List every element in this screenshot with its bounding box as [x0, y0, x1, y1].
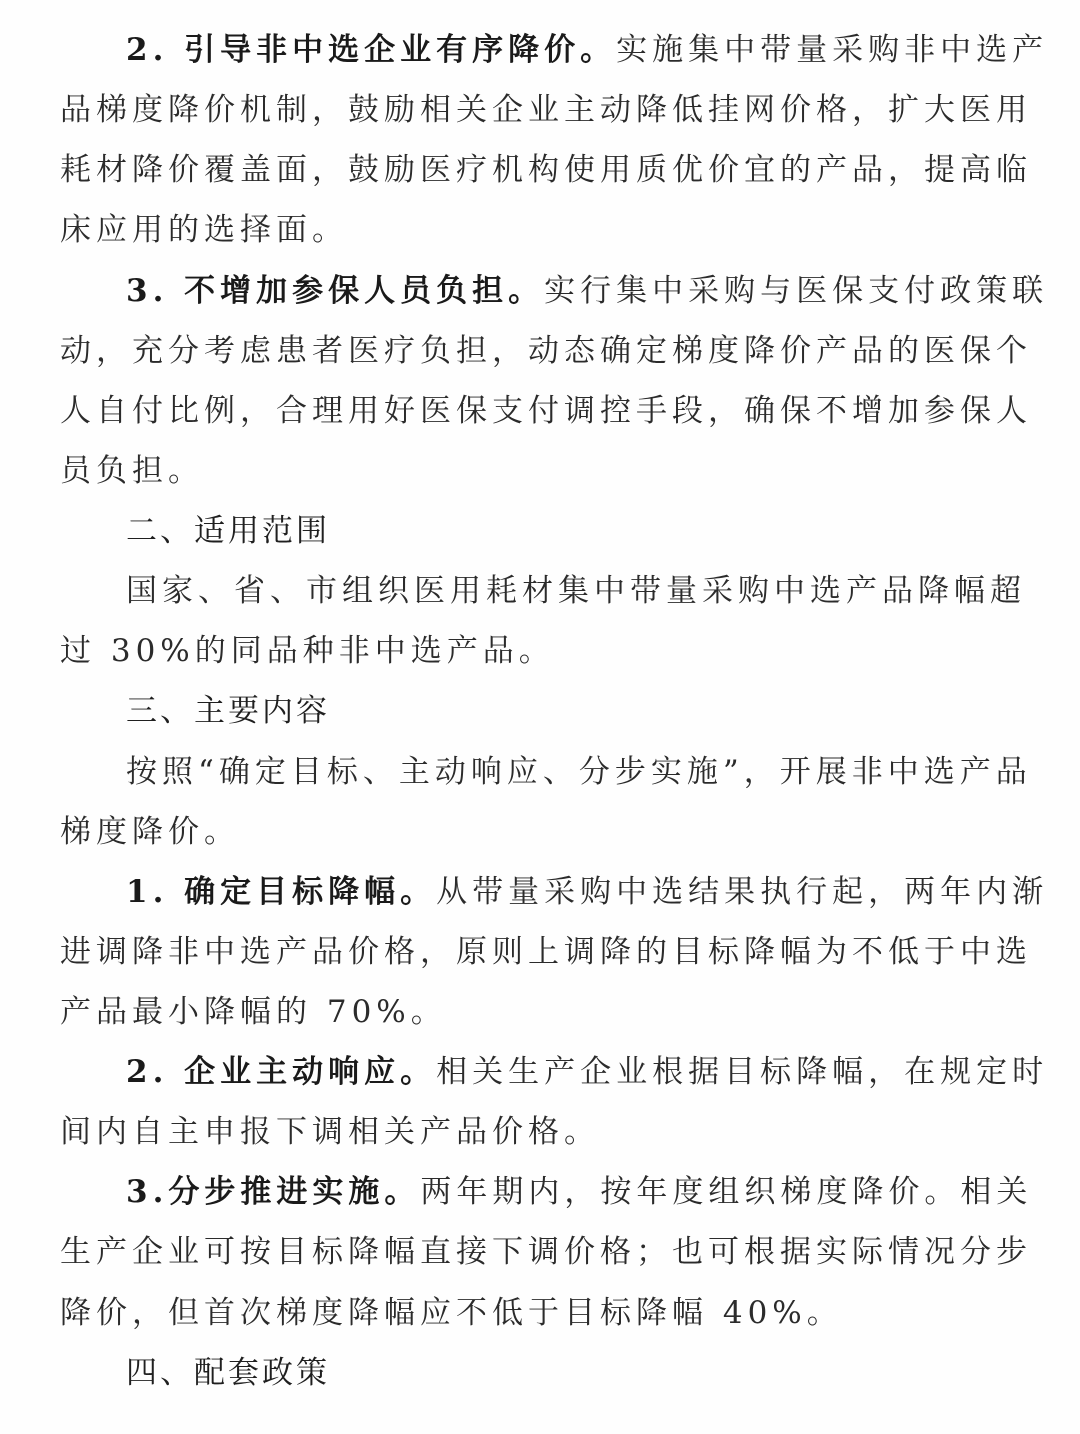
bold-lead: 2. 企业主动响应。	[126, 1054, 437, 1090]
line-text: 两年期内，按年度组织梯度降价。相关	[420, 1174, 1033, 1210]
line-text: 间内自主申报下调相关产品价格。	[60, 1114, 600, 1150]
section-heading-policies: 四、配套政策	[126, 1355, 330, 1391]
line-text: 产品最小降幅的 70%。	[60, 994, 447, 1030]
line-text: 耗材降价覆盖面，鼓励医疗机构使用质优价宜的产品，提高临	[60, 152, 1032, 188]
line-text: 国家、省、市组织医用耗材集中带量采购中选产品降幅超	[126, 573, 1026, 609]
bold-lead: 2. 引导非中选企业有序降价。	[126, 32, 617, 68]
paragraph-4-line-2	[60, 802, 990, 862]
paragraph-5-line-1	[126, 862, 1049, 922]
paragraph-2-line-4	[60, 441, 990, 501]
paragraph-2-line-3	[60, 381, 1032, 441]
line-text: 相关生产企业根据目标降幅，在规定时	[436, 1054, 1049, 1090]
line-text: 实行集中采购与医保支付政策联	[544, 273, 1049, 309]
line-text: 动，充分考虑患者医疗负担，动态确定梯度降价产品的医保个	[60, 333, 1032, 369]
paragraph-1-line-2	[60, 80, 1032, 140]
paragraph-7-line-1	[126, 1162, 1033, 1222]
line-text: 床应用的选择面。	[60, 212, 348, 248]
paragraph-1-line-4	[60, 200, 990, 260]
paragraph-2-line-2	[60, 321, 1032, 381]
paragraph-6-line-2	[60, 1102, 990, 1162]
line-text: 进调降非中选产品价格，原则上调降的目标降幅为不低于中选	[60, 934, 1032, 970]
line-text: 降价，但首次梯度降幅应不低于目标降幅 40%。	[60, 1295, 843, 1331]
section-heading-scope: 二、适用范围	[126, 513, 330, 549]
line-text: 按照“确定目标、主动响应、分步实施”，开展非中选产品	[126, 754, 1032, 790]
line-text: 品梯度降价机制，鼓励相关企业主动降低挂网价格，扩大医用	[60, 92, 1032, 128]
paragraph-2-line-1	[126, 261, 1049, 321]
line-text: 生产企业可按目标降幅直接下调价格；也可根据实际情况分步	[60, 1234, 1032, 1270]
line-text: 人自付比例，合理用好医保支付调控手段，确保不增加参保人	[60, 393, 1032, 429]
paragraph-4-line-1	[126, 742, 1032, 802]
paragraph-5-line-2	[60, 922, 1032, 982]
paragraph-1-line-3	[60, 140, 1032, 200]
paragraph-3-line-2	[60, 621, 990, 681]
bold-lead: 1. 确定目标降幅。	[126, 874, 437, 910]
paragraph-7-line-2	[60, 1222, 1032, 1282]
paragraph-5-line-3	[60, 982, 990, 1042]
line-text: 过 30%的同品种非中选产品。	[60, 633, 555, 669]
paragraph-3-line-1	[126, 561, 1026, 621]
paragraph-1-line-1	[126, 20, 1049, 80]
line-text: 员负担。	[60, 453, 204, 489]
line-text: 从带量采购中选结果执行起，两年内渐	[436, 874, 1049, 910]
bold-lead: 3.分步推进实施。	[126, 1174, 421, 1210]
section-heading-content: 三、主要内容	[126, 693, 330, 729]
line-text: 实施集中带量采购非中选产	[616, 32, 1049, 68]
bold-lead: 3. 不增加参保人员负担。	[126, 273, 545, 309]
line-text: 梯度降价。	[60, 814, 240, 850]
paragraph-7-line-3	[60, 1283, 990, 1343]
paragraph-6-line-1	[126, 1042, 1049, 1102]
